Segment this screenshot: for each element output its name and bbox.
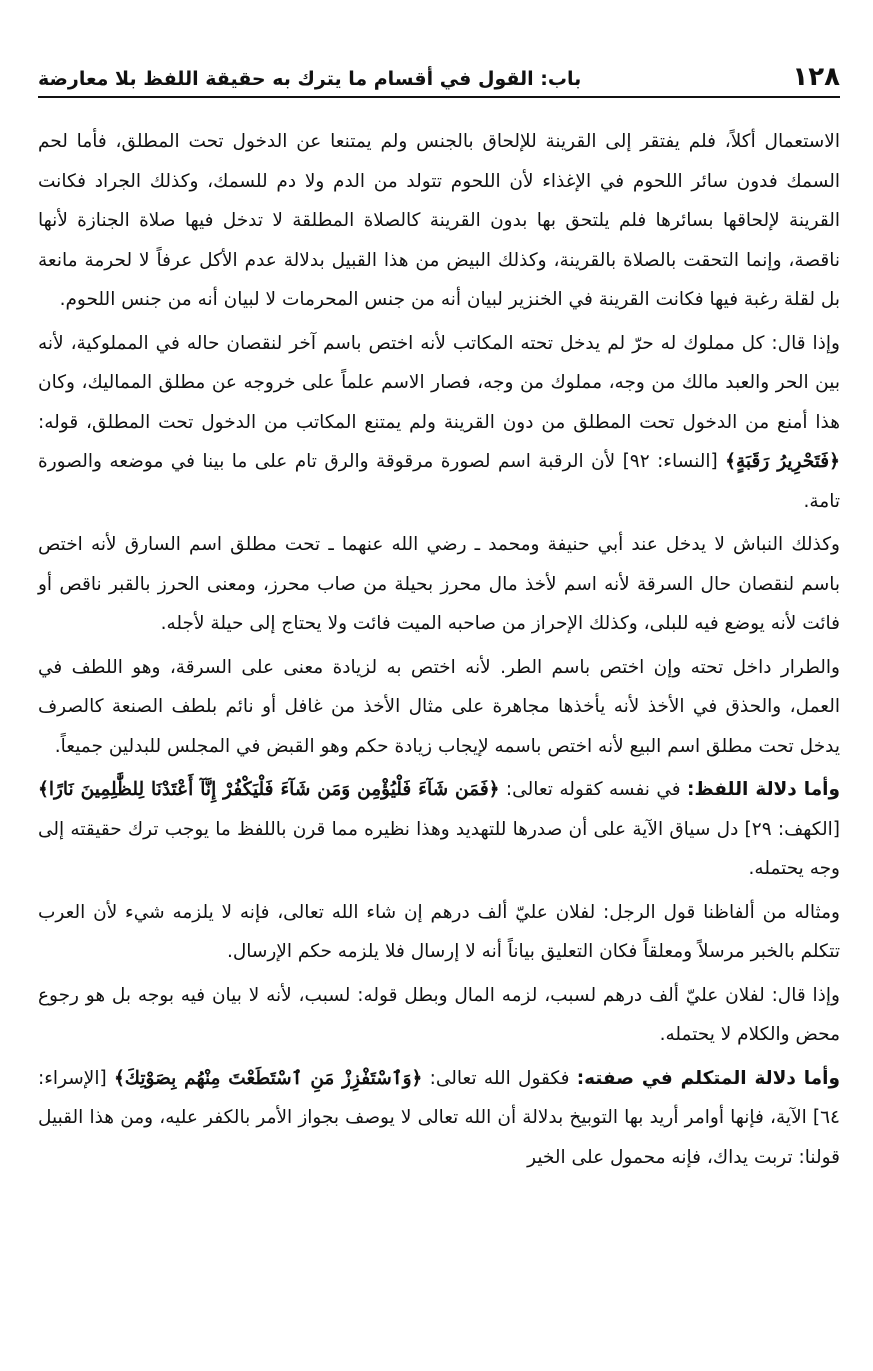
paragraph-text: ومثاله من ألفاظنا قول الرجل: لفلان عليّ ألف درهم إن شاء الله تعالى، فإنه لا يلزمه شيء لأن العرب تتكلم بالخبر مرسلاً ومعلقاً فكان التعليق بياناً أنه لا إرسال فلا يلزمه حكم الإرسال. (38, 901, 840, 962)
page-number: ١٢٨ (792, 62, 840, 92)
paragraph-4 (38, 648, 840, 767)
section-lead: وأما دلالة اللفظ: (687, 779, 841, 800)
page-header (38, 56, 840, 98)
paragraph-text: وإذا قال: كل مملوك له حرّ لم يدخل تحته المكاتب لأنه اختص باسم آخر لنقصان حاله في المملوكية، لأنه بين الحر والعبد مالك من وجه، مملوك من وجه، فصار الاسم علماً على خروجه عن مطلق المماليك، وكان هذا أمنع من الدخول تحت المطلق من دون القرينة ولم يمتنع المكاتب من الدخول تحت المطلق، قوله: (38, 332, 840, 433)
paragraph-text: والطرار داخل تحته وإن اختص باسم الطر. لأنه اختص به لزيادة معنى على السرقة، وهو اللطف في العمل، والحذق في الأخذ لأنه يأخذها مجاهرة على مثال الأخذ من غافل أو نائم بلطف الصنعة كالصرف يدخل تحت مطلق اسم البيع لأنه اختص باسمه لإيجاب زيادة حكم وهو القبض في المجلس للبدلين جميعاً. (38, 656, 840, 757)
paragraph-1 (38, 122, 840, 320)
paragraph-3 (38, 525, 840, 644)
paragraph-text: [الكهف: ٢٩] دل سياق الآية على أن صدرها للتهديد وهذا نظيره مما قرن باللفظ ما يوجب ترك حقيقته إلى وجه يحتمله. (38, 818, 840, 879)
paragraph-text: [النساء: ٩٢] لأن الرقبة اسم لصورة مرقوقة والرق تام على ما بينا في موضعه والصورة تامة. (38, 451, 840, 512)
book-page (38, 56, 840, 1356)
paragraph-2 (38, 324, 840, 522)
paragraph-text: [الإسراء: ٦٤] الآية، فإنها أوامر أريد بها التوبيخ بدلالة أن الله تعالى لا يوصف بجواز الأمر بالكفر عليه، ومن هذا القبيل قولنا: تربت يداك، فإنه محمول على الخير (38, 1067, 840, 1168)
quran-verse: ﴿فَمَن شَآءَ فَلْيُؤْمِن وَمَن شَآءَ فَلْيَكْفُرْ إِنَّآ أَعْتَدْنَا لِلظَّٰلِمِينَ نَارًا﴾ (38, 779, 500, 800)
paragraph-6 (38, 893, 840, 972)
paragraph-text: في نفسه كقوله تعالى: (499, 779, 688, 800)
quran-verse: ﴿فَتَحْرِيرُ رَقَبَةٍ﴾ (725, 451, 840, 472)
paragraph-text: وكذلك النباش لا يدخل عند أبي حنيفة ومحمد ـ رضي الله عنهما ـ تحت مطلق اسم السارق لأنه اختص باسم لنقصان حال السرقة لأنه اسم لأخذ مال محرز بحيلة من صاب محرز، ومعنى الحرز بالقبر ناقص أو فائت لأنه يوضع فيه للبلى، وكذلك الإحراز من صاحبه الميت فائت ولا يحتاج إلى حيلة لأجله. (38, 534, 840, 634)
section-lead: وأما دلالة المتكلم في صفته: (576, 1067, 840, 1089)
paragraph-text: وإذا قال: لفلان عليّ ألف درهم لسبب، لزمه المال وبطل قوله: لسبب، لأنه لا بيان فيه بوجه بل هو رجوع محض والكلام لا يحتمله. (38, 984, 840, 1045)
paragraph-7 (38, 976, 840, 1055)
paragraph-text: فكقول الله تعالى: (422, 1067, 577, 1089)
paragraph-text: الاستعمال أكلاً، فلم يفتقر إلى القرينة للإلحاق بالجنس ولم يمتنعا عن الدخول تحت المطلق، فأما لحم السمك فدون سائر اللحوم في الإغذاء لأن اللحوم تتولد من الدم ولا دم للسمك، وكذلك الجراد فكانت القرينة لإلحاقها بسائرها فلم يلتحق بها بدون القرينة كالصلاة المطلقة لا تدخل فيها صلاة الجنازة لأنها ناقصة، وإنما التحقت بالصلاة بالقرينة، وكذلك البيض من هذا القبيل بدلالة عدم الأكل عرفاً لا لحرمة مانعة بل لقلة رغبة فيها فكانت القرينة في الخنزير لبيان أنه من جنس المحرمات لا لبيان أنه من جنس اللحوم. (38, 131, 840, 310)
page-body (38, 122, 840, 1177)
paragraph-8 (38, 1059, 840, 1178)
quran-verse: ﴿وَٱسْتَفْزِزْ مَنِ ٱسْتَطَعْتَ مِنْهُم بِصَوْتِكَ﴾ (113, 1067, 423, 1089)
running-title: باب: القول في أقسام ما يترك به حقيقة اللفظ بلا معارضة (38, 68, 582, 90)
paragraph-5 (38, 770, 840, 889)
